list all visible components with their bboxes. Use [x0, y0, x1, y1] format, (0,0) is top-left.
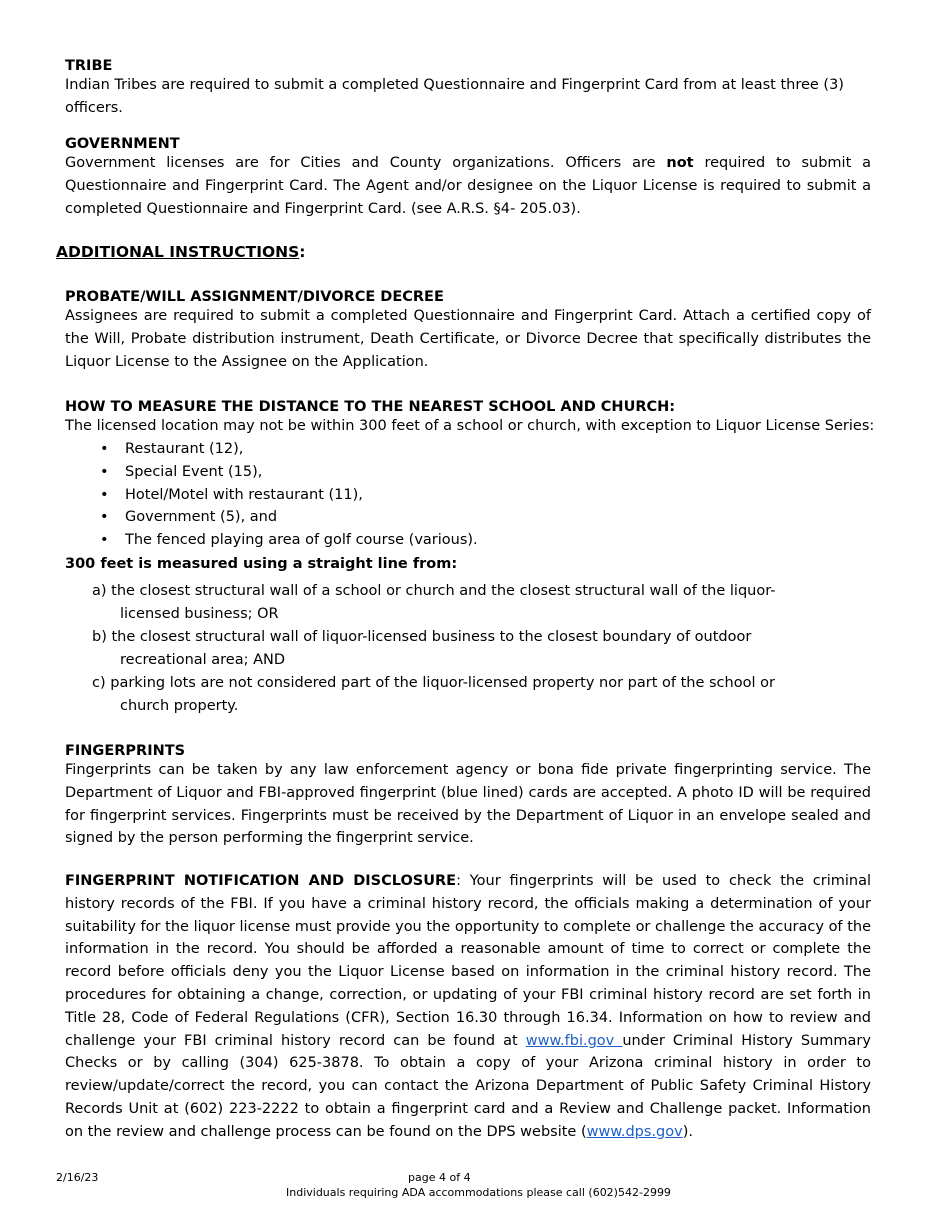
list-item: • Hotel/Motel with restaurant (11), [100, 486, 363, 503]
measure-item-line: b) the closest structural wall of liquor-licensed business to the closest boundary of outdoor [92, 629, 752, 645]
measure-item-line: licensed business; OR [120, 605, 279, 622]
notification-text-part: : Your fingerprints will be used to check the criminal history records of the FBI. If you have a criminal history record, the officials making a determination of your suitability for the liquor license must provide you the opportunity to complete or challenge the accuracy of the information in the record. You should be afforded a reasonable amount of time to correct or complete the record before officials deny you the Liquor License based on information in the criminal history record. The procedures for obtaining a change, correction, or updating of your FBI criminal history record are set forth in Title 28, Code of Federal Regulations (CFR), Section 16.30 through 16.34. Information on how to review and challenge your FBI criminal history record can be found at [65, 873, 871, 1049]
measure-item-line: a) the closest structural wall of a school or church and the closest structural wall of the liquor- [92, 583, 776, 599]
notification-text-part: ). [682, 1123, 693, 1140]
measure-item-c [92, 672, 812, 718]
probate-heading: PROBATE/WILL ASSIGNMENT/DIVORCE DECREE [65, 289, 444, 305]
fingerprints-text: Fingerprints can be taken by any law enforcement agency or bona fide private fingerprinting service. The Department of Liquor and FBI-approved fingerprint (blue lined) cards are accepted. A photo ID will be required for fingerprint services. Fingerprints must be received by the Department of Liquor in an envelope sealed and signed by the person performing the fingerprint service. [65, 762, 871, 847]
additional-instructions-heading [56, 241, 305, 263]
fbi-link[interactable]: www.fbi.gov [525, 1032, 623, 1049]
government-text-bold: not [666, 155, 694, 171]
notification-text [65, 870, 871, 1144]
measure-item-line: recreational area; AND [120, 651, 286, 668]
footer-ada-notice: Individuals requiring ADA accommodations please call (602)542-2999 [286, 1186, 671, 1199]
list-item-text: Hotel/Motel with restaurant (11), [125, 486, 363, 503]
list-item-text: Special Event (15), [125, 463, 263, 480]
notification-text-part: under Criminal History Summary Checks or by calling (304) 625-3878. To obtain a copy of your Arizona criminal history in order to review/update/correct the record, you can contact the Arizona Department of Public Safety Criminal History Records Unit at (602) 223-2222 to obtain a fingerprint card and a Review and Challenge packet. Information on the review and challenge process can be found on the DPS website ( [65, 1032, 871, 1140]
additional-instructions-label: ADDITIONAL INSTRUCTIONS [56, 243, 300, 261]
measure-item-b [92, 626, 812, 672]
probate-text: Assignees are required to submit a completed Questionnaire and Fingerprint Card. Attach a certified copy of the Will, Probate distribution instrument, Death Certificate, or Divorce Decree that specifically distributes the Liquor License to the Assignee on the Application. [65, 308, 871, 370]
government-text [65, 152, 871, 220]
footer-date: 2/16/23 [56, 1171, 99, 1184]
dps-link[interactable]: www.dps.gov [586, 1123, 683, 1140]
notification-heading: FINGERPRINT NOTIFICATION AND DISCLOSURE [65, 873, 457, 889]
government-text-part: required to submit a Questionnaire and Fingerprint Card. The Agent and/or designee on the Liquor License is required to submit a completed Questionnaire and Fingerprint Card. (see A.R.S. §4- 205.03). [65, 155, 872, 217]
distance-heading: HOW TO MEASURE THE DISTANCE TO THE NEAREST SCHOOL AND CHURCH: [65, 399, 676, 415]
government-heading: GOVERNMENT [65, 136, 180, 152]
footer-page-number: page 4 of 4 [408, 1171, 471, 1184]
distance-intro: The licensed location may not be within 300 feet of a school or church, with exception to Liquor License Series: [65, 418, 875, 434]
measure-heading: 300 feet is measured using a straight line from: [65, 556, 458, 572]
list-item-text: Government (5), and [125, 509, 278, 526]
tribe-heading: TRIBE [65, 58, 113, 74]
tribe-text: Indian Tribes are required to submit a completed Questionnaire and Fingerprint Card from at least three (3) officers. [65, 77, 844, 116]
list-item-text: The fenced playing area of golf course (various). [125, 532, 478, 549]
fingerprints-heading: FINGERPRINTS [65, 743, 186, 759]
list-item: • The fenced playing area of golf course (various). [100, 532, 478, 549]
list-item: • Special Event (15), [100, 463, 263, 480]
list-item-text: Restaurant (12), [125, 441, 244, 457]
measure-item-line: church property. [120, 697, 239, 714]
measure-item-a [92, 580, 812, 626]
additional-instructions-colon: : [299, 243, 306, 261]
list-item: • Restaurant (12), [100, 441, 244, 457]
list-item: • Government (5), and [100, 509, 278, 526]
government-text-part: Government licenses are for Cities and County organizations. Officers are [65, 155, 667, 171]
measure-item-line: c) parking lots are not considered part of the liquor-licensed property nor part of the school or [92, 675, 775, 691]
license-series-list [100, 438, 478, 552]
